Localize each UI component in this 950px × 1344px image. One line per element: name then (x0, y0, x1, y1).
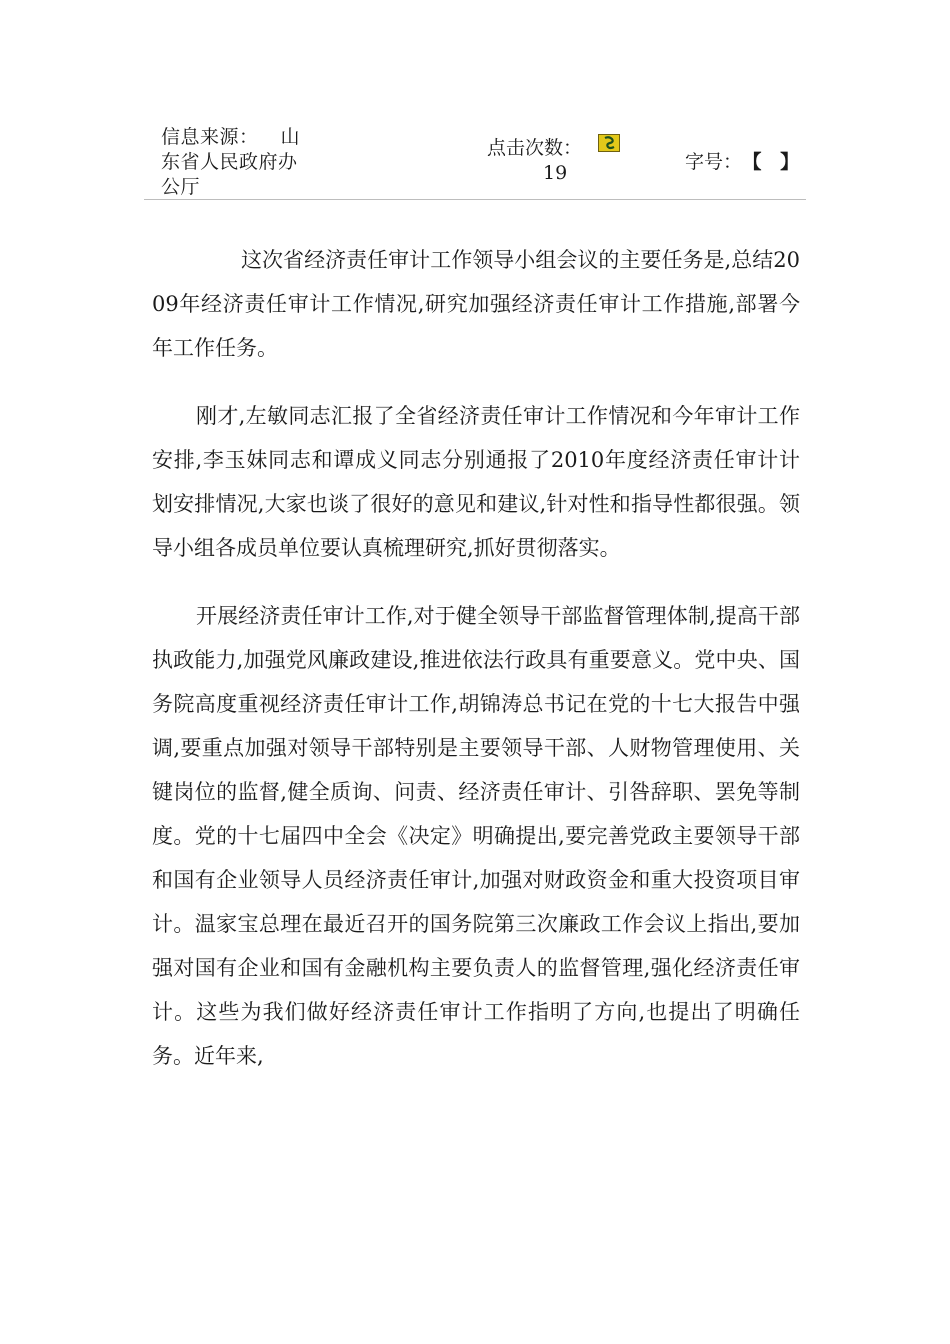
source-label: 信息来源： (161, 126, 259, 148)
article-body (152, 238, 800, 1102)
source-value: 山东省人民政府办公厅 (161, 126, 301, 198)
clicks-label: 点击次数： (487, 137, 583, 159)
article-paragraph: 刚才,左敏同志汇报了全省经济责任审计工作情况和今年审计工作安排,李玉妹同志和谭成义同志分别通报了2010年度经济责任审计计划安排情况,大家也谈了很好的意见和建议,针对性和指导性都很强。领导小组各成员单位要认真梳理研究,抓好贯彻落实。 (152, 404, 800, 560)
article-paragraph: 这次省经济责任审计工作领导小组会议的主要任务是,总结2009年经济责任审计工作情况,研究加强经济责任审计工作措施,部署今年工作任务。 (152, 248, 800, 360)
fontsize-toggle[interactable]: 【 】 (752, 151, 806, 173)
fontsize-label: 字号： (685, 151, 743, 173)
article-paragraph: 开展经济责任审计工作,对于健全领导干部监督管理体制,提高干部执政能力,加强党风廉政建设,推进依法行政具有重要意义。党中央、国务院高度重视经济责任审计工作,胡锦涛总书记在党的十七大报告中强调,要重点加强对领导干部特别是主要领导干部、人财物管理使用、关键岗位的监督,健全质询、问责、经济责任审计、引咎辞职、罢免等制度。党的十七届四中全会《决定》明确提出,要完善党政主要领导干部和国有企业领导人员经济责任审计,加强对财政资金和重大投资项目审计。温家宝总理在最近召开的国务院第三次廉政工作会议上指出,要加强对国有企业和国有金融机构主要负责人的监督管理,强化经济责任审计。这些为我们做好经济责任审计工作指明了方向,也提出了明确任务。近年来, (152, 604, 800, 1068)
info-source (161, 125, 311, 200)
counter-icon (598, 134, 620, 152)
click-count (487, 136, 637, 186)
header-divider (144, 199, 806, 200)
font-size-control (685, 150, 805, 175)
clicks-value: 19 (543, 162, 568, 184)
